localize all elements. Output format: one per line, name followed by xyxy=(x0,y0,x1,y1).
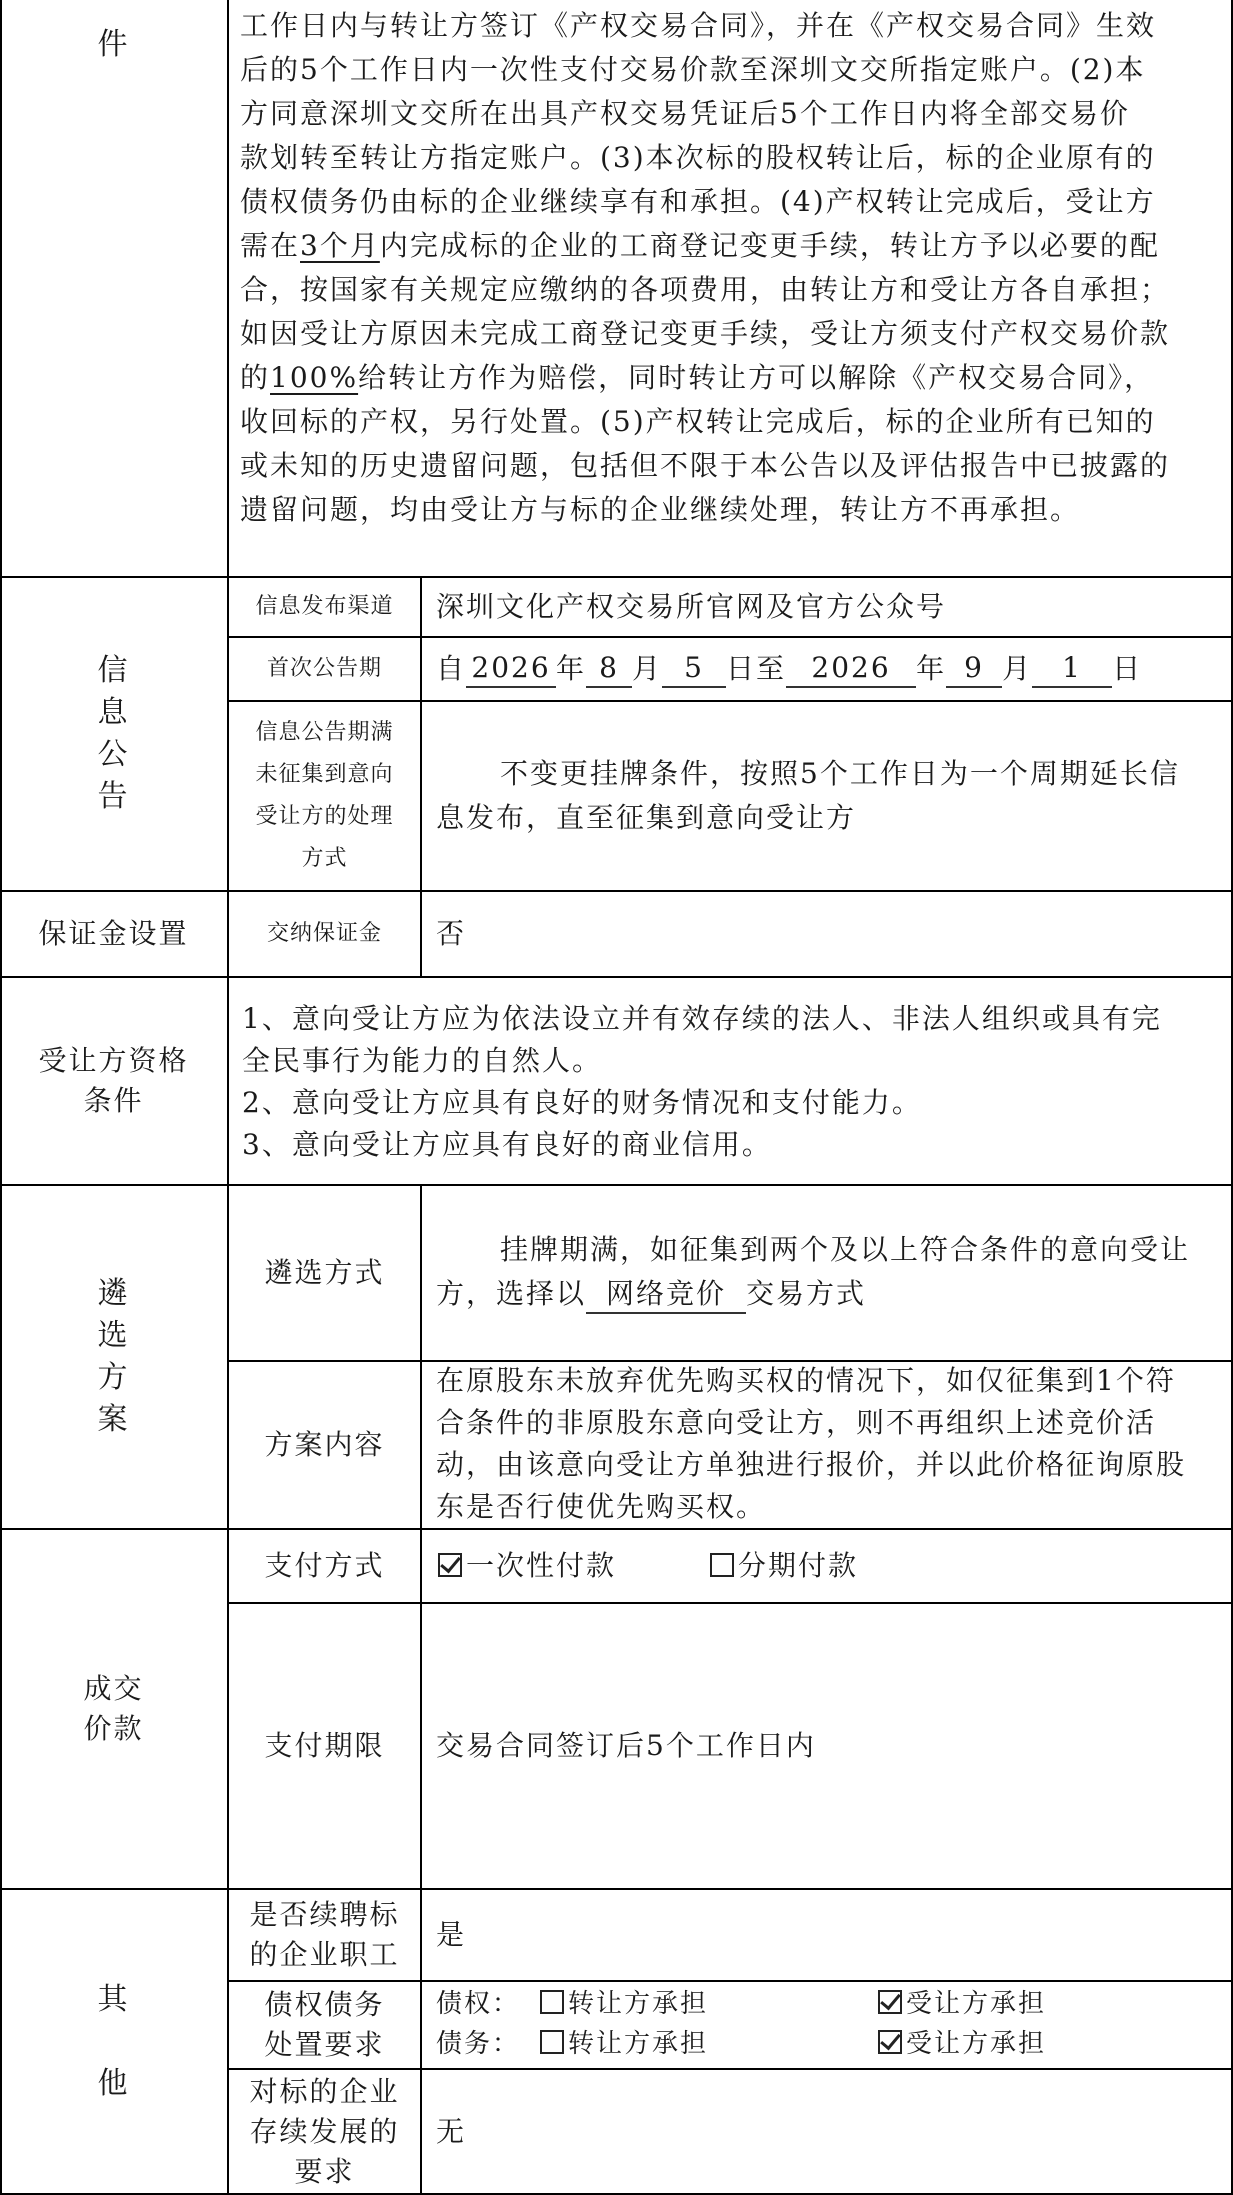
end-day-field: 1 xyxy=(1032,650,1112,688)
selection-method-label: 遴选方式 xyxy=(264,1256,385,1289)
checkbox-empty-icon[interactable] xyxy=(710,1553,734,1577)
channel-label: 信息发布渠道 xyxy=(255,594,394,619)
deposit-label: 保证金设置 xyxy=(38,917,189,950)
period-value: 自 2026 年 8 月 5 日至 2026 年 9 月 1 日 xyxy=(422,638,1231,700)
start-year-field: 2026 xyxy=(466,650,556,688)
payment-deadline-value: 交易合同签订后5个工作日内 xyxy=(436,1729,816,1762)
conditions-text xyxy=(240,9,1220,532)
qualification-item: 2、意向受让方应具有良好的财务情况和支付能力。 xyxy=(242,1086,922,1119)
conditions-label-tail xyxy=(0,20,227,70)
conditions-line: 如因受让方原因未完成工商登记变更手续，受让方须支付产权交易价款 xyxy=(240,317,1171,350)
conditions-label-text: 件 xyxy=(97,27,130,62)
continuity-label: 对标的企业 存续发展的 要求 xyxy=(249,2074,400,2188)
conditions-line: 工作日内与转让方签订《产权交易合同》，并在《产权交易合同》生效 xyxy=(240,9,1157,42)
selection-method-line1: 挂牌期满，如征集到两个及以上符合条件的意向受让 xyxy=(500,1233,1191,1266)
rehire-value: 是 xyxy=(436,1918,467,1951)
conditions-line: 或未知的历史遗留问题，包括但不限于本公告以及评估报告中已披露的 xyxy=(240,449,1171,482)
start-month-field: 8 xyxy=(586,650,632,688)
other-label: 其 他 xyxy=(97,1981,130,2101)
qualification-item: 1、意向受让方应为依法设立并有效存续的法人、非法人组织或具有完 xyxy=(242,1002,1162,1035)
conditions-line: 款划转至转让方指定账户。(3)本次标的股权转让后，标的企业原有的 xyxy=(240,141,1156,174)
selection-content-line: 动，由该意向受让方单独进行报价，并以此价格征询原股 xyxy=(436,1448,1187,1481)
selection-method-line2: 方，选择以 网络竞价 交易方式 xyxy=(436,1272,1226,1316)
conditions-line: 遗留问题，均由受让方与标的企业继续处理，转让方不再承担。 xyxy=(240,493,1081,526)
selection-content-line: 东是否行使优先购买权。 xyxy=(436,1490,767,1523)
channel-value: 深圳文化产权交易所官网及官方公众号 xyxy=(436,590,947,623)
qualification-label: 受让方资格 条件 xyxy=(38,1044,189,1117)
selection-content-line: 合条件的非原股东意向受让方，则不再组织上述竞价活 xyxy=(436,1406,1157,1439)
checkbox-checked-icon[interactable] xyxy=(878,2030,902,2054)
selection-content-line: 在原股东未放弃优先购买权的情况下，如仅征集到1个符 xyxy=(436,1364,1176,1397)
deadline-underlined: 3个月 xyxy=(300,229,380,262)
end-month-field: 9 xyxy=(946,650,1002,688)
selection-content-label: 方案内容 xyxy=(264,1428,385,1461)
start-day-field: 5 xyxy=(662,650,726,688)
payment-method-label: 支付方式 xyxy=(264,1549,385,1582)
debt-options xyxy=(436,1984,1226,2064)
qualification-item: 3、意向受让方应具有良好的商业信用。 xyxy=(242,1128,772,1161)
checkbox-checked-icon[interactable] xyxy=(438,1553,462,1577)
payment-method-options xyxy=(422,1530,1231,1602)
debts-row: 债务： 转让方承担 受让方承担 xyxy=(436,2029,1047,2059)
qualification-item: 全民事行为能力的自然人。 xyxy=(242,1044,603,1077)
payment-deadline-label: 支付期限 xyxy=(264,1729,385,1762)
selection-label: 遴 选 方 案 xyxy=(97,1276,130,1437)
rehire-label: 是否续聘标 的企业职工 xyxy=(249,1898,400,1971)
unmet-label xyxy=(229,702,420,890)
bidding-method-field: 网络竞价 xyxy=(586,1276,746,1314)
conditions-line: 债权债务仍由标的企业继续享有和承担。(4)产权转让完成后，受让方 xyxy=(240,185,1156,218)
payment-label: 成交 价款 xyxy=(83,1672,144,1745)
unmet-label-lines: 信息公告期满 未征集到意向 受让方的处理 方式 xyxy=(255,720,394,871)
conditions-line: 后的5个工作日内一次性支付交易价款至深圳文交所指定账户。(2)本 xyxy=(240,53,1146,86)
qualification-items xyxy=(242,998,1222,1166)
deposit-value: 否 xyxy=(436,917,467,950)
option-lump-sum[interactable]: 一次性付款 xyxy=(438,1544,616,1588)
conditions-line: 需在3个月内完成标的企业的工商登记变更手续，转让方予以必要的配 xyxy=(240,229,1160,262)
checkbox-empty-icon[interactable] xyxy=(540,1990,564,2014)
info-notice-label xyxy=(0,578,227,890)
claims-row: 债权： 转让方承担 受让方承担 xyxy=(436,1989,1047,2019)
unmet-value xyxy=(436,752,1221,840)
checkbox-empty-icon[interactable] xyxy=(540,2030,564,2054)
selection-method-value xyxy=(436,1228,1226,1316)
option-installment[interactable]: 分期付款 xyxy=(710,1544,858,1588)
conditions-line: 方同意深圳文交所在出具产权交易凭证后5个工作日内将全部交易价 xyxy=(240,97,1130,130)
period-label: 首次公告期 xyxy=(266,656,382,681)
conditions-line: 的100%给转让方作为赔偿，同时转让方可以解除《产权交易合同》， xyxy=(240,361,1155,394)
unmet-value-line2: 息发布，直至征集到意向受让方 xyxy=(436,801,857,834)
checkbox-checked-icon[interactable] xyxy=(878,1990,902,2014)
end-year-field: 2026 xyxy=(786,650,916,688)
selection-content-value xyxy=(436,1360,1226,1528)
info-notice-label-vertical: 信 息 公 告 xyxy=(97,653,130,814)
conditions-line: 收回标的产权，另行处置。(5)产权转让完成后，标的企业所有已知的 xyxy=(240,405,1156,438)
deposit-sub-label: 交纳保证金 xyxy=(266,921,382,946)
conditions-line: 合，按国家有关规定应缴纳的各项费用，由转让方和受让方各自承担； xyxy=(240,273,1171,306)
continuity-value: 无 xyxy=(436,2114,467,2148)
unmet-value-line1: 不变更挂牌条件，按照5个工作日为一个周期延长信 xyxy=(500,757,1180,790)
percent-underlined: 100% xyxy=(270,361,359,394)
debt-label: 债权债务 处置要求 xyxy=(264,1988,385,2061)
